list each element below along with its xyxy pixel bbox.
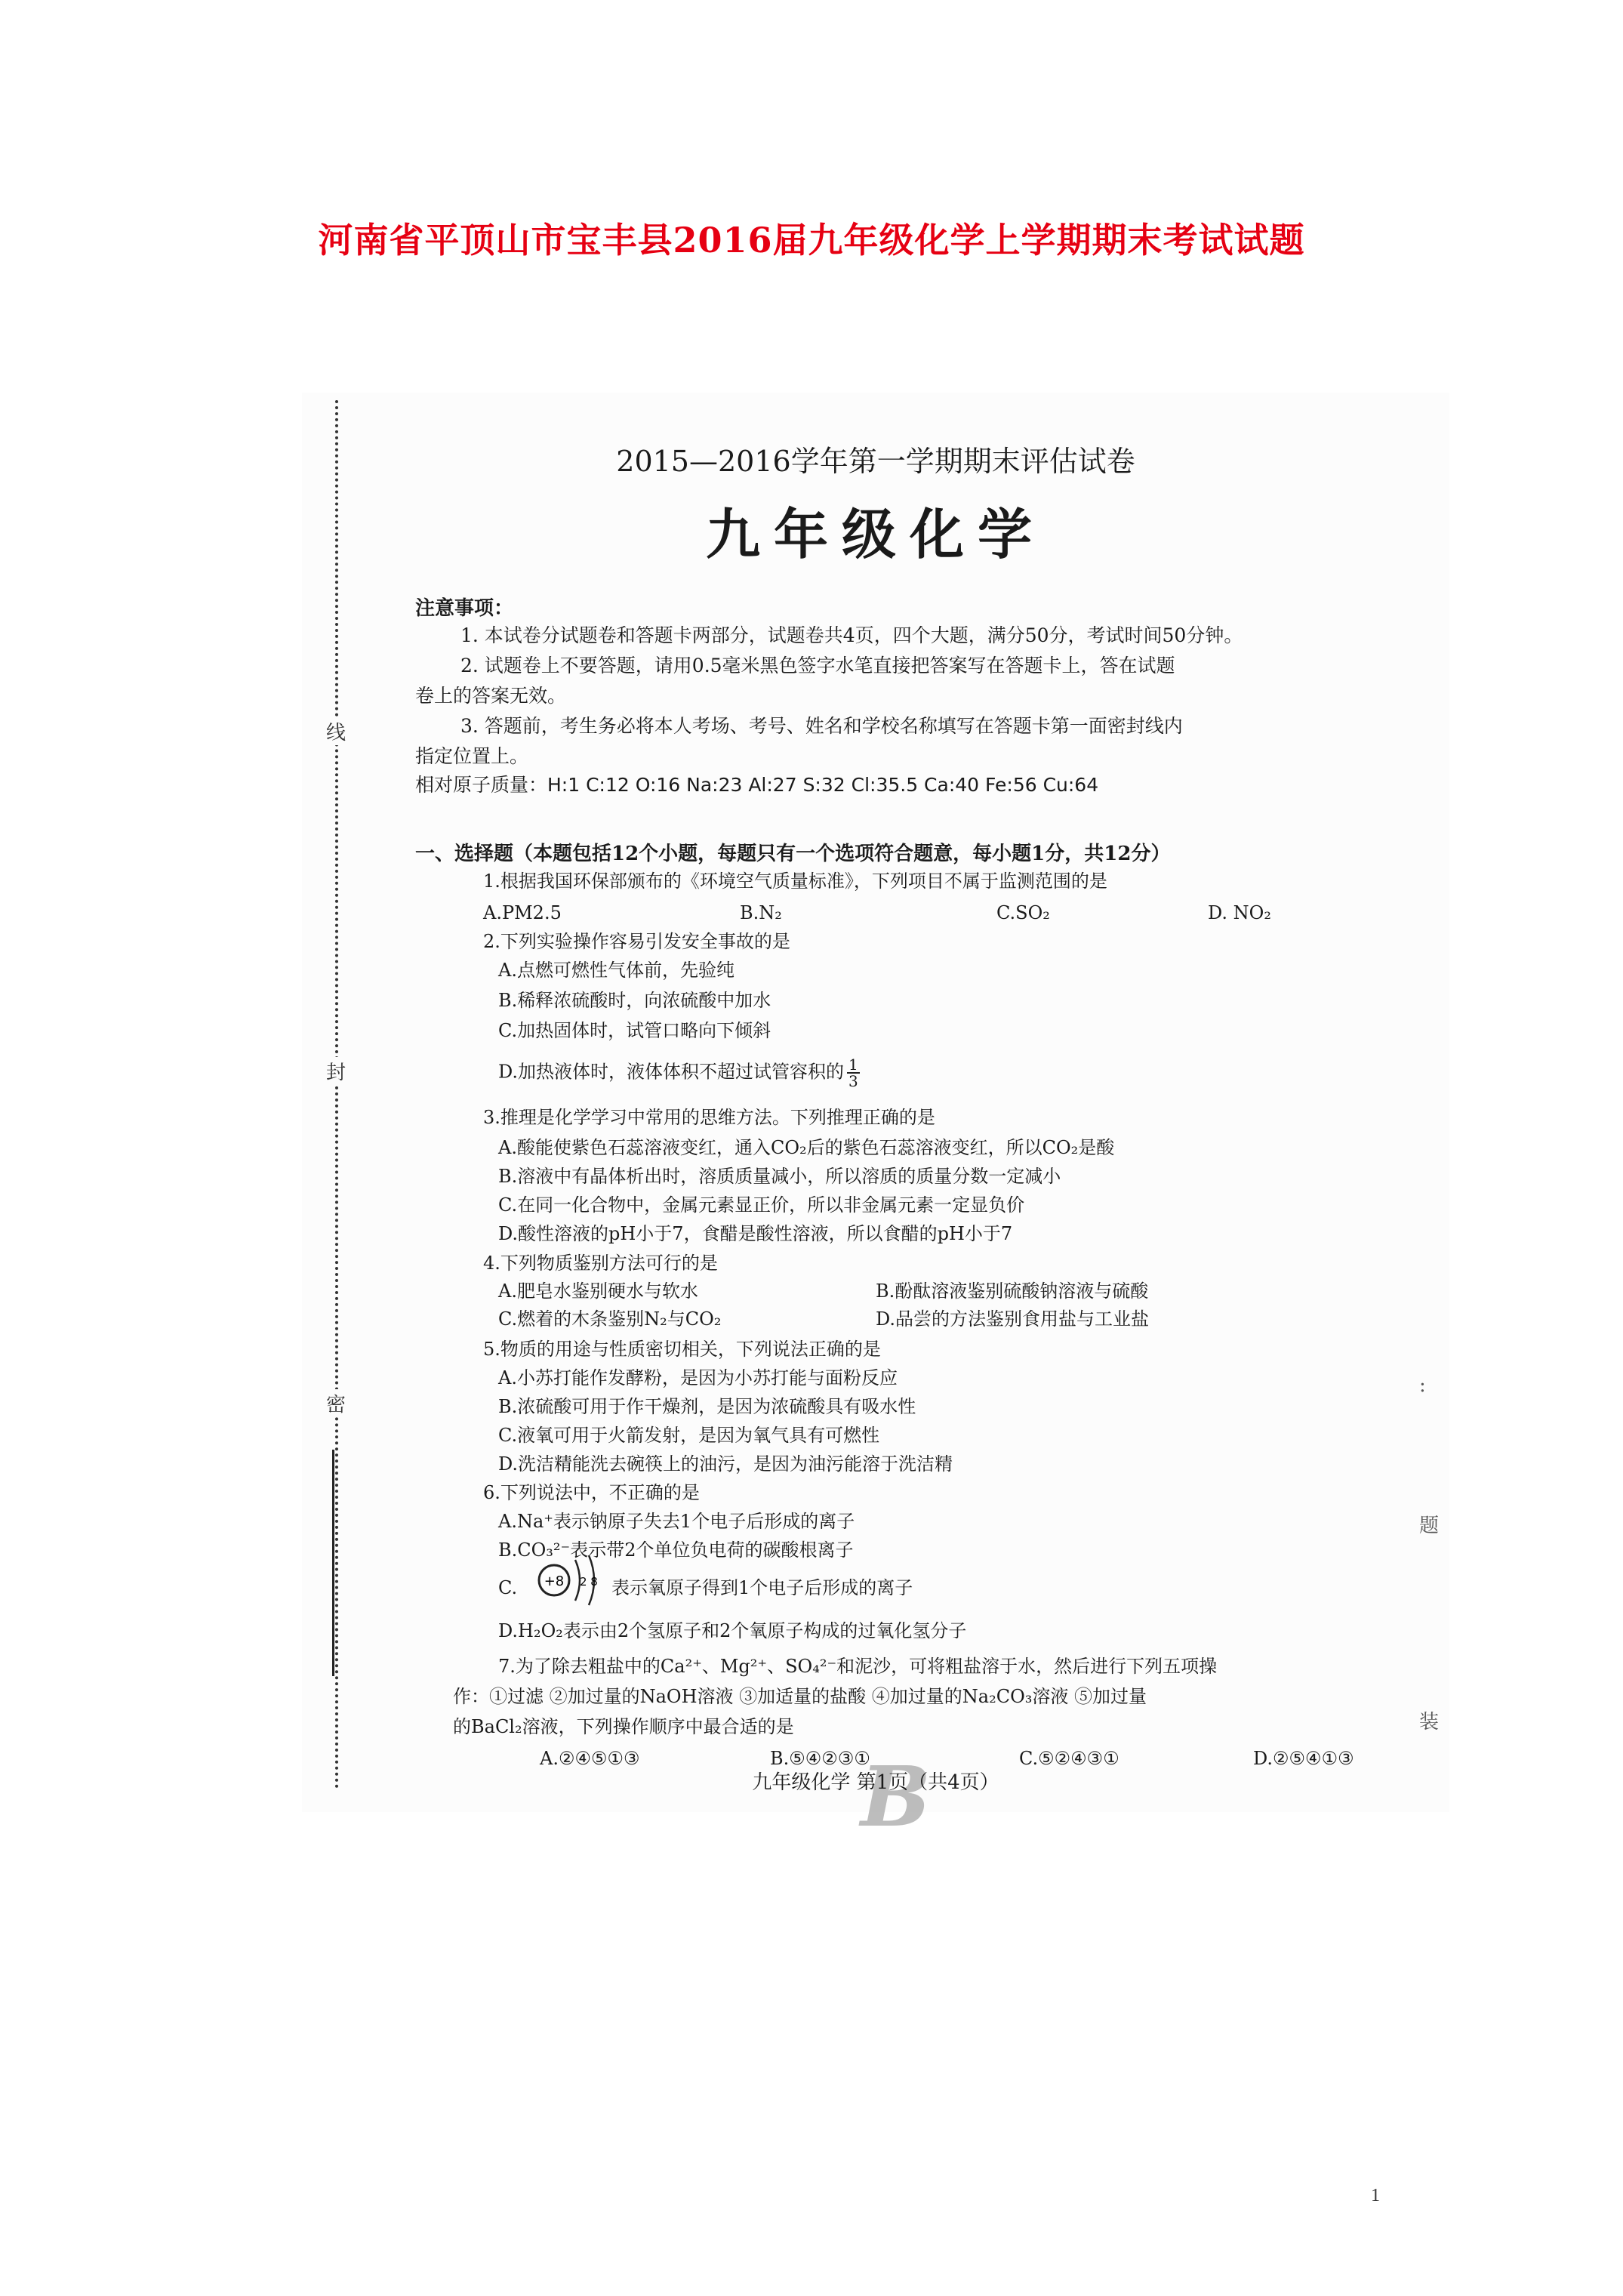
page-number: 1 xyxy=(1371,2186,1380,2205)
q5-option-a: A.小苏打能作发酵粉，是因为小苏打能与面粉反应 xyxy=(498,1367,898,1388)
note-3: 3. 答题前，考生务必将本人考场、考号、姓名和学校名称填写在答题卡第一面密封线内 xyxy=(460,715,1183,737)
exam-header: 2015—2016学年第一学期期末评估试卷 xyxy=(616,445,1135,478)
note-2-cont: 卷上的答案无效。 xyxy=(415,685,567,707)
note-3-cont: 指定位置上。 xyxy=(415,745,529,767)
q7-option-a: A.②④⑤①③ xyxy=(540,1748,640,1769)
q2-option-d xyxy=(498,1057,860,1089)
q4-option-a: A.肥皂水鉴别硬水与软水 xyxy=(498,1281,698,1302)
stamp-letter-b: B xyxy=(861,1748,931,1845)
margin-label-feng: 封 xyxy=(326,1057,346,1085)
q6-option-d: D.H₂O₂表示由2个氢原子和2个氧原子构成的过氧化氢分子 xyxy=(498,1620,967,1641)
q7-option-b: B.⑤④②③① xyxy=(770,1748,870,1769)
q5-stem: 5.物质的用途与性质密切相关，下列说法正确的是 xyxy=(483,1339,881,1360)
q6-option-a: A.Na⁺表示钠原子失去1个电子后形成的离子 xyxy=(498,1511,855,1532)
seal-line-dots xyxy=(335,400,338,1789)
q5-option-b: B.浓硫酸可用于作干燥剂，是因为浓硫酸具有吸水性 xyxy=(498,1396,916,1417)
q5-option-d: D.洗洁精能洗去碗筷上的油污，是因为油污能溶于洗洁精 xyxy=(498,1453,953,1475)
q2-option-d-text: D.加热液体时，液体体积不超过试管容积的 xyxy=(498,1061,845,1083)
q7-option-c: C.⑤②④③① xyxy=(1019,1748,1119,1769)
q4-stem: 4.下列物质鉴别方法可行的是 xyxy=(483,1253,718,1274)
atomic-masses: 相对原子质量：H:1 C:12 O:16 Na:23 Al:27 S:32 Cl:35.5 Ca:40 Fe:56 Cu:64 xyxy=(415,774,1099,796)
q6-option-b: B.CO₃²⁻表示带2个单位负电荷的碳酸根离子 xyxy=(498,1539,854,1561)
q6-option-c-label: C. xyxy=(498,1577,518,1598)
q4-option-d: D.品尝的方法鉴别食用盐与工业盐 xyxy=(876,1308,1150,1330)
edge-mark-3: 装 xyxy=(1419,1711,1440,1734)
q3-option-b: B.溶液中有晶体析出时，溶质质量减小，所以溶质的质量分数一定减小 xyxy=(498,1166,1061,1187)
q1-option-d: D. NO₂ xyxy=(1208,902,1271,923)
q3-option-d: D.酸性溶液的pH小于7，食醋是酸性溶液，所以食醋的pH小于7 xyxy=(498,1223,1013,1244)
margin-rule xyxy=(332,1450,334,1676)
q1-stem: 1.根据我国环保部颁布的《环境空气质量标准》，下列项目不属于监测范围的是 xyxy=(483,871,1107,892)
margin-label-mi: 密 xyxy=(326,1389,346,1417)
fraction-one-third: $\frac{1}{3}$ xyxy=(848,1056,858,1090)
scanned-exam-page xyxy=(302,393,1449,1845)
q2-option-c: C.加热固体时，试管口略向下倾斜 xyxy=(498,1020,771,1041)
q7-option-d: D.②⑤④①③ xyxy=(1253,1748,1354,1769)
exam-page-footer: 九年级化学 第1页（共4页） xyxy=(752,1771,999,1794)
q2-option-a: A.点燃可燃性气体前，先验纯 xyxy=(498,960,735,981)
edge-mark-1: : xyxy=(1419,1374,1426,1397)
q2-option-b: B.稀释浓硫酸时，向浓硫酸中加水 xyxy=(498,990,771,1011)
edge-mark-2: 题 xyxy=(1419,1515,1440,1537)
document-title: 河南省平顶山市宝丰县2016届九年级化学上学期期末考试试题 xyxy=(318,220,1305,260)
note-2: 2. 试题卷上不要答题，请用0.5毫米黑色签字水笔直接把答案写在答题卡上，答在试题 xyxy=(460,655,1175,676)
q1-option-b: B.N₂ xyxy=(740,902,782,923)
q3-option-c: C.在同一化合物中，金属元素显正价，所以非金属元素一定显负价 xyxy=(498,1194,1025,1216)
exam-subject: 九年级化学 xyxy=(705,502,1046,566)
q6-option-c-text: 表示氧原子得到1个电子后形成的离子 xyxy=(611,1577,913,1598)
section-1-heading: 一、选择题（本题包括12个小题，每题只有一个选项符合题意，每小题1分，共12分） xyxy=(415,843,1171,865)
nucleus-charge: +8 xyxy=(544,1573,565,1589)
margin-label-xian: 线 xyxy=(326,717,346,745)
q7-stem: 7.为了除去粗盐中的Ca²⁺、Mg²⁺、SO₄²⁻和泥沙，可将粗盐溶于水，然后进行下列五项操 xyxy=(498,1656,1218,1677)
notes-heading: 注意事项： xyxy=(415,597,514,620)
q4-option-b: B.酚酞溶液鉴别硫酸钠溶液与硫酸 xyxy=(876,1281,1149,1302)
q6-stem: 6.下列说法中，不正确的是 xyxy=(483,1482,700,1503)
q7-stem-line-3: 的BaCl₂溶液，下列操作顺序中最合适的是 xyxy=(453,1716,794,1737)
q4-option-c: C.燃着的木条鉴别N₂与CO₂ xyxy=(498,1308,722,1330)
note-1: 1. 本试卷分试题卷和答题卡两部分，试题卷共4页，四个大题，满分50分，考试时间50分钟。 xyxy=(460,624,1243,646)
oxygen-ion-structure-diagram xyxy=(536,1546,604,1614)
q1-option-a: A.PM2.5 xyxy=(483,902,562,923)
q7-stem-line-2: 作：①过滤 ②加过量的NaOH溶液 ③加适量的盐酸 ④加过量的Na₂CO₃溶液 ⑤加过量 xyxy=(453,1686,1147,1707)
q5-option-c: C.液氧可用于火箭发射，是因为氧气具有可燃性 xyxy=(498,1425,880,1446)
q1-option-c: C.SO₂ xyxy=(996,902,1050,923)
q2-stem: 2.下列实验操作容易引发安全事故的是 xyxy=(483,931,790,952)
q3-stem: 3.推理是化学学习中常用的思维方法。下列推理正确的是 xyxy=(483,1107,935,1128)
electron-counts: 2 8 xyxy=(580,1575,598,1589)
q3-option-a: A.酸能使紫色石蕊溶液变红，通入CO₂后的紫色石蕊溶液变红，所以CO₂是酸 xyxy=(498,1137,1115,1158)
